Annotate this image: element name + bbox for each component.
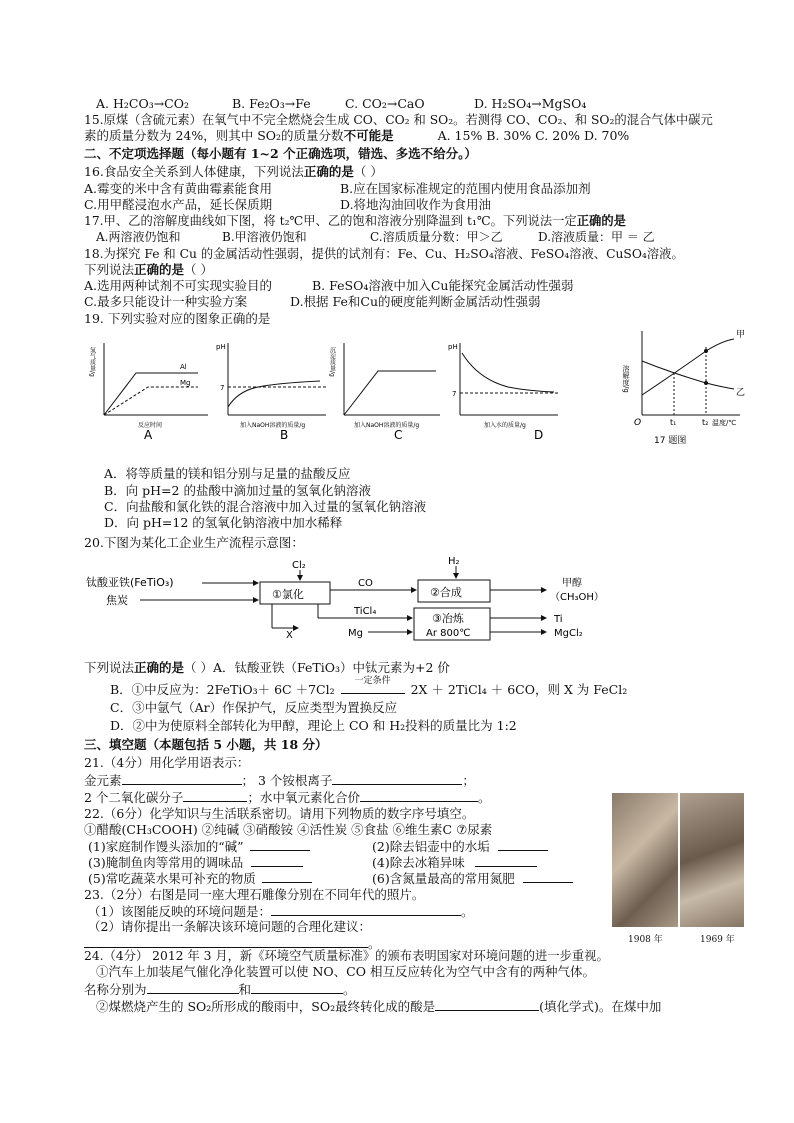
flow-methanol-formula: （CH₃OH） [550, 592, 604, 603]
statue-photo-1908 [612, 793, 678, 927]
q18-stem-text: 下列说法 [84, 262, 135, 277]
q19-option-a: A．将等质量的镁和铝分别与足量的盐酸反应 [104, 466, 351, 481]
q15-line1: 15.原煤（含硫元素）在氧气中不完全燃烧会生成 CO、CO₂ 和 SO₂。若测得 CO、CO₂、和 SO₂的混合气体中碳元 [84, 113, 713, 127]
flow-box-synthesis-label: ②合成 [430, 586, 462, 599]
q21-blank-1[interactable] [122, 772, 242, 785]
q21-gold: 金元素 [84, 773, 122, 788]
q17-option-a: A.两溶液仍饱和 [96, 230, 181, 244]
q16-option-d: D.将地沟油回收作为食用油 [340, 197, 492, 212]
q15-line2-text: 素的质量分数为 24%，则其中 SO₂的质量分数 [84, 128, 344, 143]
section-3-heading: 三、填空题（本题包括 5 小题，共 18 分） [84, 737, 328, 752]
q24-stem: 24.（4分） 2012 年 3 月，新《环境空气质量标准》的颁布表明国家对环境问题的进一步重视。 [84, 949, 609, 963]
q20-says-text: 下列说法 [84, 660, 135, 675]
q23-blank-2[interactable] [84, 935, 368, 948]
flow-mg: Mg [348, 628, 363, 639]
q22-item-5-text: (5)常吃蔬菜水果可补充的物质 [88, 871, 256, 886]
graph-c-ylabel: 沉淀质量/g [328, 347, 336, 377]
q22-blank-4[interactable] [475, 854, 537, 867]
q22-blank-6[interactable] [523, 870, 573, 883]
q22-item-5 [88, 870, 312, 887]
q21-co2: 2 个二氧化碳分子 [84, 790, 184, 805]
graph-b-xlabel: 加入NaOH溶液的质量/g [240, 422, 306, 429]
q22-item-2 [372, 838, 548, 855]
fig17-xlabel: 温度/℃ [712, 419, 737, 427]
q19-option-d: D．向 pH=12 的氢氧化钠溶液中加水稀释 [104, 515, 343, 530]
q17-stem [84, 213, 626, 229]
q23-line3-end: 。 [368, 936, 381, 951]
q20-option-c: C．③中氩气（Ar）作保护气，反应类型为置换反应 [110, 700, 398, 715]
q21-blank-4[interactable] [360, 789, 478, 802]
q16-stem [84, 164, 383, 180]
q17-option-b: B.甲溶液仍饱和 [222, 230, 307, 244]
q17-stem-text: 17.甲、乙的溶解度曲线如下图，将 t₂℃甲、乙的饱和溶液分别降温到 t₁℃。下列说法一定 [84, 214, 577, 228]
fig17-t1: t₁ [670, 418, 677, 427]
q16-stem-text: 16.食品安全关系到人体健康，下列说法 [84, 164, 304, 179]
graph-c [329, 343, 441, 429]
flow-input-fetio3: 钛酸亚铁(FeTiO₃) [86, 576, 174, 589]
flow-box-smelting-label: ③冶炼 [432, 612, 464, 625]
q20-option-b-2: 2X ＋ 2TiCl₄ ＋ 6CO，则 X 为 FeCl₂ [410, 682, 628, 697]
q23-line1 [88, 903, 473, 920]
q17-option-d: D.溶液质量：甲 ＝ 乙 [538, 230, 655, 244]
q23-line1-text: （1）该图能反映的环境问题是： [88, 904, 271, 919]
q21-oxygen: ；水中氧元素化合价 [247, 790, 360, 805]
q16-option-a: A.霉变的米中含有黄曲霉素能食用 [84, 181, 273, 196]
q24-blank-3[interactable] [435, 998, 539, 1011]
flow-box-smelting-cond: Ar 800℃ [426, 628, 471, 639]
q24-and: 和 [238, 982, 252, 997]
flow-methanol: 甲醇 [562, 578, 582, 589]
graph-a-xlabel: 反应时间 [138, 422, 163, 429]
q15-options: A. 15% B. 30% C. 20% D. 70% [437, 128, 630, 143]
q14-option-c: C. CO₂→CaO [345, 96, 425, 111]
q22-blank-2[interactable] [498, 838, 548, 851]
fig17-yi-point [704, 381, 708, 385]
q20-option-b-1: B．①中反应为：2FeTiO₃＋ 6C ＋7Cl₂ [110, 682, 335, 697]
fig17-jia-label: 甲 [736, 330, 746, 340]
q20-option-d: D．②中为使原料全部转化为甲醇，理论上 CO 和 H₂投料的质量比为 1:2 [110, 718, 517, 733]
fig17-yi-curve [642, 361, 734, 389]
q18-bracket: （ ） [184, 262, 214, 277]
q21-line2 [84, 789, 490, 806]
q22-stem: 22.（6分）化学知识与生活联系密切。请用下列物质的数字序号填空。 [84, 806, 475, 821]
q15-line2 [84, 128, 629, 144]
fig17-solubility-chart [622, 325, 762, 450]
flow-ti: Ti [554, 614, 563, 625]
q24-line3-end: (填化学式)。在煤中加 [539, 999, 662, 1014]
flow-co: CO [358, 578, 373, 589]
graph-label-a: A [144, 428, 153, 442]
q22-item-6 [372, 870, 573, 887]
photo-year-1908: 1908 年 [628, 935, 663, 945]
q22-item-3 [88, 854, 303, 871]
graph-a-mg-line [104, 387, 198, 415]
fig17-caption: 17 题图 [654, 436, 687, 446]
q19-option-b: B．向 pH=2 的盐酸中滴加过量的氢氧化钠溶液 [104, 483, 371, 498]
graph-c-xlabel: 加入NaOH溶液的质量/g [354, 422, 420, 429]
q24-line3-text: ②煤燃烧产生的 SO₂所形成的酸雨中，SO₂最终转化成的酸是 [96, 999, 436, 1014]
q22-item-1 [88, 838, 310, 855]
q23-stem: 23.（2分）右图是同一座大理石雕像分别在不同年代的照片。 [84, 887, 425, 902]
q18-option-a: A.选用两种试剂不可实现实验目的 [84, 278, 273, 293]
q20-option-b [110, 676, 628, 698]
q22-blank-3[interactable] [251, 854, 303, 867]
q24-line2-text: 名称分别为 [84, 982, 147, 997]
q20-condition-arrow [339, 676, 407, 698]
q17-option-c: C.溶质质量分数：甲＞乙 [370, 230, 503, 244]
q21-blank-2[interactable] [332, 772, 462, 785]
q18-option-b: B. FeSO₄溶液中加入Cu能探究金属活动性强弱 [312, 278, 574, 293]
q21-ammonium: ； 3 个铵根离子 [241, 773, 333, 788]
flow-input-coke: 焦炭 [106, 594, 128, 607]
q23-line1-end: 。 [460, 904, 474, 919]
q15-emphasis: 不可能是 [343, 128, 394, 143]
q22-item-1-text: (1)家庭制作馒头添加的“碱” [88, 839, 244, 854]
q22-blank-1[interactable] [250, 838, 310, 851]
q22-list: ①醋酸(CH₃COOH) ②纯碱 ③硝酸铵 ④活性炭 ⑤食盐 ⑥维生素C ⑦尿素 [84, 822, 493, 837]
fig17-yi-label: 乙 [736, 388, 746, 398]
q18-option-c: C.最多只能设计一种实验方案 [84, 294, 248, 309]
q21-stem: 21.（4分）用化学用语表示： [84, 755, 250, 770]
graph-c-line [344, 371, 436, 415]
q21-line1 [84, 772, 475, 789]
statue-photo-1969 [680, 793, 744, 927]
graph-label-d: D [534, 428, 544, 442]
q18-stem-2 [84, 262, 213, 278]
photo-year-1969: 1969 年 [700, 935, 735, 945]
fig17-origin: O [634, 418, 642, 428]
q23-line2: （2）请你提出一条解决该环境问题的合理化建议： [88, 919, 371, 934]
q24-line1: ①汽车上加装尾气催化净化装置可以使 NO、CO 相互反应转化为空气中含有的两种气体。 [96, 964, 595, 979]
q19-option-c: C．向盐酸和氯化铁的混合溶液中加入过量的氢氧化钠溶液 [104, 499, 427, 514]
q24-blank-1[interactable] [147, 981, 239, 994]
section-2-heading: 二、不定项选择题（每小题有 1~2 个正确选项，错选、多选不给分。） [84, 146, 477, 161]
flow-x: X [286, 630, 293, 641]
q17-emphasis: 正确的是 [576, 213, 626, 228]
graph-d-tick: 7 [452, 390, 457, 398]
fig17-t2: t₂ [702, 418, 709, 427]
q21-blank-3[interactable] [183, 789, 247, 802]
q16-option-b: B.应在国家标准规定的范围内使用食品添加剂 [340, 181, 591, 196]
q23-blank-1[interactable] [271, 903, 461, 916]
q20-condition: 一定条件 [354, 676, 391, 686]
q20-emphasis: 正确的是 [134, 660, 185, 675]
q22-item-6-text: (6)含氮量最高的常用氮肥 [372, 871, 515, 886]
q22-item-2-text: (2)除去铝壶中的水垢 [372, 839, 490, 854]
q22-item-4-text: (4)除去冰箱异味 [372, 855, 465, 870]
graph-label-b: B [280, 428, 289, 442]
q14-option-a: A. H₂CO₃→CO₂ [96, 96, 190, 111]
q18-stem: 18.为探究 Fe 和 Cu 的金属活动性强弱，提供的试剂有：Fe、Cu、H₂SO₄溶液、FeSO₄溶液、CuSO₄溶液。 [84, 247, 684, 261]
q21-semicolon: ； [462, 773, 475, 788]
fig17-jia-point [704, 349, 708, 353]
q20-option-a: （ ）A．钛酸亚铁（FeTiO₃）中钛元素为+2 价 [184, 660, 450, 675]
q22-item-3-text: (3)腌制鱼肉等常用的调味品 [88, 855, 244, 870]
q16-option-c: C.用甲醛浸泡水产品，延长保质期 [84, 197, 273, 212]
q14-option-b: B. Fe₂O₃→Fe [232, 96, 311, 111]
q24-blank-2[interactable] [251, 981, 343, 994]
graph-label-c: C [394, 428, 403, 442]
graph-d-ylabel: pH [448, 343, 458, 351]
flow-ticl4: TiCl₄ [354, 606, 377, 617]
q21-period: 。 [477, 790, 491, 805]
graph-d-curve [462, 353, 554, 392]
q24-line3 [96, 998, 661, 1015]
q16-emphasis: 正确的是 [303, 164, 354, 179]
q19-stem: 19. 下列实验对应的图象正确的是 [84, 311, 271, 326]
graph-d [448, 343, 558, 429]
q18-emphasis: 正确的是 [134, 262, 185, 277]
q20-flowchart [86, 556, 646, 646]
q24-period: 。 [343, 982, 356, 997]
flow-cl2: Cl₂ [292, 560, 306, 571]
graph-b [216, 343, 326, 429]
graph-a [89, 343, 209, 429]
graph-a-al-label: Al [180, 363, 187, 371]
flow-box-chlorination-label: ①氯化 [272, 588, 304, 601]
graph-b-tick: 7 [220, 384, 225, 392]
graph-a-mg-label: Mg [180, 379, 191, 387]
q22-blank-5[interactable] [262, 870, 312, 883]
q14-option-d: D. H₂SO₄→MgSO₄ [474, 96, 587, 111]
fig17-ylabel: 溶解度/g [622, 365, 630, 393]
q22-item-4 [372, 854, 537, 871]
q20-stem: 20.下图为某化工企业生产流程示意图： [84, 535, 304, 550]
graph-b-ylabel: pH [216, 343, 226, 351]
graph-b-curve [228, 381, 320, 407]
graph-d-xlabel: 加入水的质量/g [484, 422, 526, 429]
q19-graphs [88, 335, 608, 445]
flow-h2: H₂ [448, 556, 460, 567]
q24-line2 [84, 981, 356, 998]
q18-option-d: D.根据 Fe和Cu的硬度能判断金属活动性强弱 [290, 294, 541, 309]
q16-bracket: （ ） [353, 164, 383, 179]
flow-mgcl2: MgCl₂ [554, 628, 583, 639]
graph-a-ylabel: 氢气质量/g [88, 347, 96, 377]
